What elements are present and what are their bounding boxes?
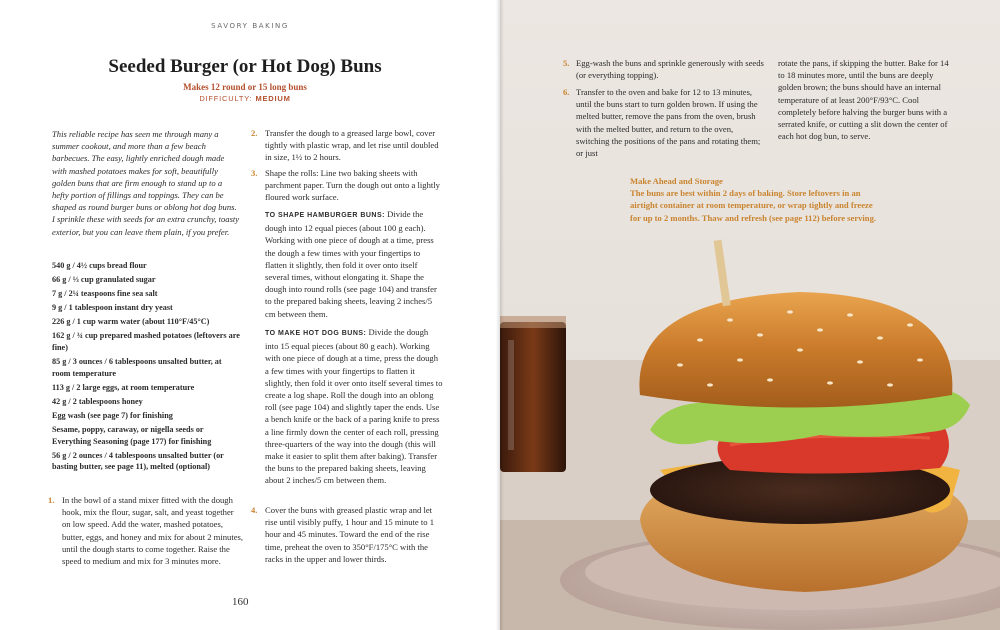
step-number: 2. (251, 128, 258, 138)
step-text: In the bowl of a stand mixer fitted with the dough hook, mix the flour, sugar, salt, and yeast together on low speed. Add the water, mashed potatoes, butter, eggs, and honey and mix for about 2 minutes, until the dough starts to come together. Raise the speed to medium and mix for 3 minutes more. (62, 495, 244, 567)
difficulty-label: DIFFICULTY: (199, 94, 253, 103)
recipe-title: Seeded Burger (or Hot Dog) Buns (108, 56, 382, 77)
subhead-hotdog: TO MAKE HOT DOG BUNS: (265, 330, 367, 337)
step-1 (48, 494, 244, 567)
ingredient-list (52, 260, 242, 476)
toothpick (714, 240, 731, 306)
running-head: SAVORY BAKING (211, 22, 289, 30)
step-number: 6. (563, 87, 570, 97)
ingredient-item: 42 g / 2 tablespoons honey (52, 396, 143, 406)
ingredient-item: 7 g / 2¼ teaspoons fine sea salt (52, 289, 158, 299)
step-text: Cover the buns with greased plastic wrap and let rise until visibly puffy, 1 hour and 15 minute to 1 hour and 45 minutes. Toward the end of the rise time, preheat the oven to 350°F/175°C with the racks in the upper and lower thirds. (265, 505, 434, 564)
hotdog-text: Divide the dough into 15 equal pieces (about 80 g each). Working with one piece of dough at a time, press the dough a few times with your fingertips to flatten it slightly, then fold it over onto itself several times to create a log shape. Roll the dough into an oblong roll (see page 104) and slightly taper the ends. Use a bench knife or the back of a paring knife to press a line firmly down the center of each roll, pressing three-quarters of the way into the dough (this will make it easier to split them after baking). Transfer the buns to the prepared baking sheets, leaving about 2 inches/5 cm between them. (265, 327, 443, 486)
hamburger-text: Divide the dough into 12 equal pieces (about 100 g each). Working with one piece of dough at a time, press the dough a few times with your fingertips to flatten it slightly, then fold it over onto itself several times, without elongating it. Shape the dough into round rolls (see page 104) and transfer to the prepared baking sheets, leaving 2 inches/5 cm between them. (265, 209, 437, 319)
make-ahead-title: Make Ahead and Storage (630, 176, 723, 186)
step-2 (251, 127, 443, 164)
ingredient-item: 113 g / 2 large eggs, at room temperature (52, 382, 195, 392)
ingredient-item: 56 g / 2 ounces / 4 tablespoons unsalted butter (or basting butter, see page 11), melted (optional) (52, 450, 224, 472)
recipe-yield: Makes 12 round or 15 long buns (183, 82, 307, 92)
step-text: Egg-wash the buns and sprinkle generously with seeds (or everything topping). (576, 58, 764, 81)
step-text: Shape the rolls: Line two baking sheets with parchment paper. Turn the dough out onto a lightly floured work surface. (265, 168, 440, 203)
step-number: 1. (48, 495, 55, 505)
step-number: 4. (251, 505, 258, 515)
step-text: Transfer to the oven and bake for 12 to 13 minutes, until the buns start to turn golden brown. If using the melted butter, remove the pans from the oven, brush with the melted butter, and return to the oven, switching the positions of the pans and rotating them; or just (576, 87, 761, 159)
step-6-continued: rotate the pans, if skipping the butter. Bake for 14 to 18 minutes more, until the buns are deeply golden brown; the buns should have an internal temperature of at least 200°F/93°C. Cool completely before halving the burger buns with a serrated knife, or cutting a slit down the center of each hot dog bun, to serve. (778, 58, 949, 142)
difficulty-value: MEDIUM (255, 94, 291, 103)
ingredient-item: 540 g / 4½ cups bread flour (52, 261, 147, 270)
hamburger-bun-instructions (265, 208, 443, 320)
step-4 (251, 504, 443, 565)
cola-glass (500, 316, 566, 472)
step-5 (563, 57, 766, 81)
subhead-hamburger: TO SHAPE HAMBURGER BUNS: (265, 212, 385, 219)
ingredient-item: 66 g / ⅓ cup granulated sugar (52, 275, 156, 285)
recipe-intro: This reliable recipe has seen me through many a summer cookout, and more than a few beach barbecues. The easy, lightly enriched dough made with mashed potatoes makes for soft, beautifully golden buns that are firm enough to stand up to a hefty portion of fillings and toppings. They can be shaped as round burger buns or oblong hot dog buns. I sprinkle these with seeds for an extra crunchy, toasty exterior, but you can leave them plain, if you prefer. (52, 129, 240, 237)
ingredient-item: 226 g / 1 cup warm water (about 110°F/45°C) (52, 317, 210, 327)
top-bun (639, 292, 952, 408)
ingredient-item: 85 g / 3 ounces / 6 tablespoons unsalted butter, at room temperature (52, 357, 222, 378)
hotdog-bun-instructions (265, 326, 443, 487)
ingredient-item: 162 g / ¾ cup prepared mashed potatoes (leftovers are fine) (52, 331, 240, 353)
step-3 (251, 167, 443, 204)
step-number: 3. (251, 168, 258, 178)
step-6 (563, 86, 766, 159)
recipe-difficulty (0, 94, 490, 103)
ingredient-item: 9 g / 1 tablespoon instant dry yeast (52, 303, 173, 313)
make-ahead-text: The buns are best within 2 days of baking. Store leftovers in an airtight container at room temperature, or wrap tightly and freeze for up to 2 months. Thaw and refresh (see page 112) before serving. (630, 188, 877, 223)
step-text: Transfer the dough to a greased large bowl, cover tightly with plastic wrap, and let rise until doubled in size, 1½ to 2 hours. (265, 128, 439, 163)
book-spine (496, 0, 504, 630)
ingredient-item: Egg wash (see page 7) for finishing (52, 411, 173, 421)
page-number: 160 (232, 596, 249, 608)
make-ahead-note (630, 175, 880, 224)
ingredient-item: Sesame, poppy, caraway, or nigella seeds or Everything Seasoning (page 177) for finishing (52, 425, 212, 446)
step-number: 5. (563, 58, 570, 68)
